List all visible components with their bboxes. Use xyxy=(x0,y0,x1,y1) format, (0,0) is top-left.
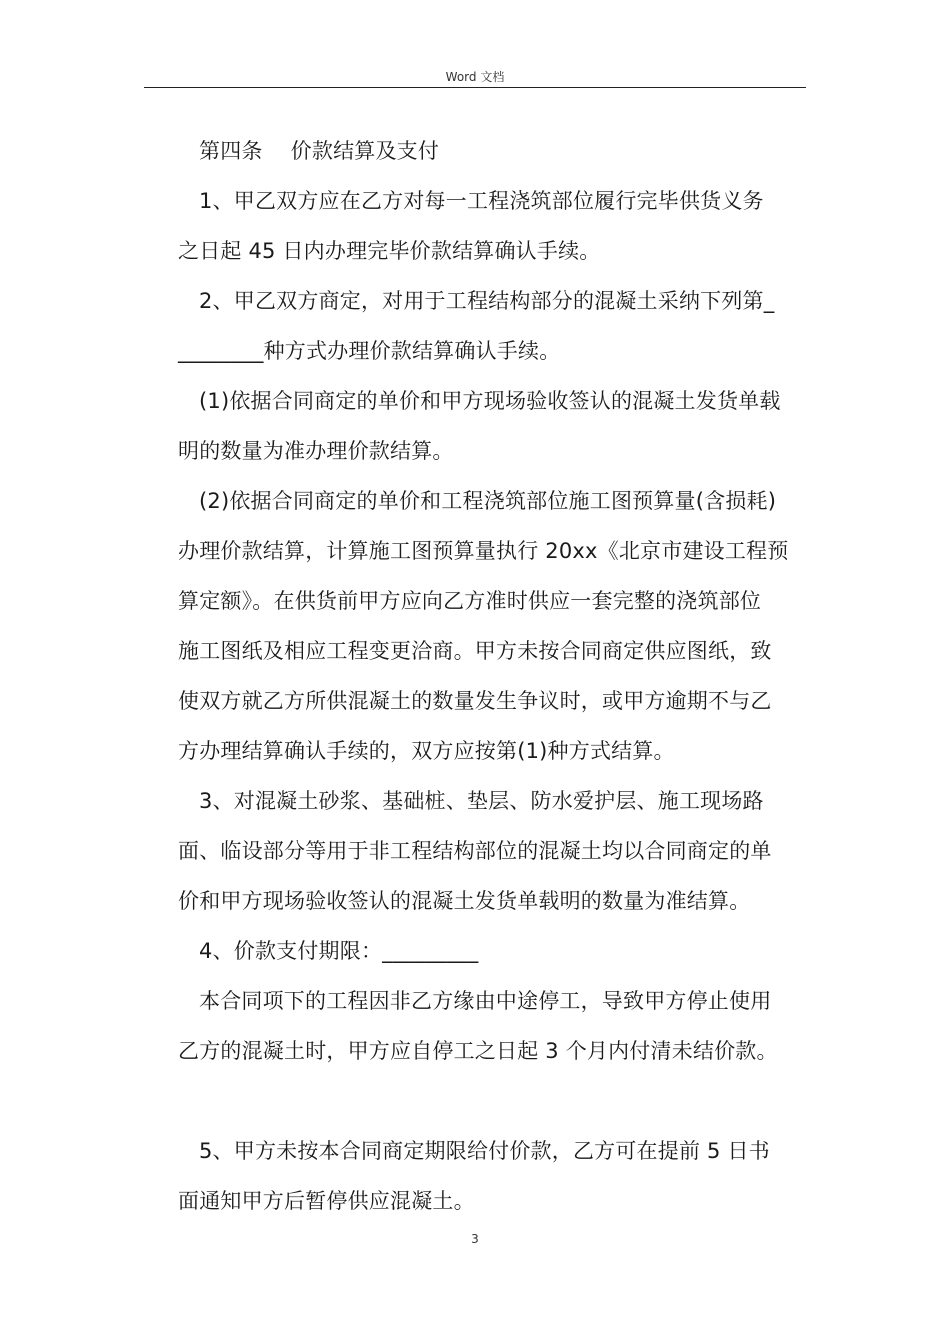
page-header: Word 文档 xyxy=(445,70,505,84)
page-number: 3 xyxy=(471,1232,479,1246)
text-line: 方办理结算确认手续的，双方应按第(1)种方式结算。 xyxy=(178,739,675,763)
text-line: ________种方式办理价款结算确认手续。 xyxy=(178,339,561,363)
text-line: 面通知甲方后暂停供应混凝土。 xyxy=(178,1189,475,1213)
text-line: 施工图纸及相应工程变更洽商。甲方未按合同商定供应图纸，致 xyxy=(178,639,772,663)
text-line: 本合同项下的工程因非乙方缘由中途停工，导致甲方停止使用 xyxy=(199,989,772,1013)
text-line: (1)依据合同商定的单价和甲方现场验收签认的混凝土发货单载 xyxy=(199,389,781,413)
text-line: 办理价款结算，计算施工图预算量执行 20xx《北京市建设工程预 xyxy=(178,539,789,563)
text-line: 价和甲方现场验收签认的混凝土发货单载明的数量为准结算。 xyxy=(178,889,751,913)
header-divider xyxy=(144,87,806,88)
section-heading: 第四条 价款结算及支付 xyxy=(199,139,440,163)
text-line: 2、甲乙双方商定，对用于工程结构部分的混凝土采纳下列第_ xyxy=(199,289,775,313)
text-line: 4、价款支付期限：_________ xyxy=(199,939,479,963)
text-line: 5、甲方未按本合同商定期限给付价款，乙方可在提前 5 日书 xyxy=(199,1139,770,1163)
text-line: 乙方的混凝土时，甲方应自停工之日起 3 个月内付清未结价款。 xyxy=(178,1039,778,1063)
text-line: 面、临设部分等用于非工程结构部位的混凝土均以合同商定的单 xyxy=(178,839,772,863)
text-line: 算定额》。在供货前甲方应向乙方准时供应一套完整的浇筑部位 xyxy=(178,589,762,613)
text-line: 之日起 45 日内办理完毕价款结算确认手续。 xyxy=(178,239,601,263)
text-line: 使双方就乙方所供混凝土的数量发生争议时，或甲方逾期不与乙 xyxy=(178,689,772,713)
text-line: 明的数量为准办理价款结算。 xyxy=(178,439,454,463)
text-line: (2)依据合同商定的单价和工程浇筑部位施工图预算量(含损耗) xyxy=(199,489,777,513)
text-line: 3、对混凝土砂浆、基础桩、垫层、防水爱护层、施工现场路 xyxy=(199,789,764,813)
document-body xyxy=(178,126,808,1226)
text-line: 1、甲乙双方应在乙方对每一工程浇筑部位履行完毕供货义务 xyxy=(199,189,764,213)
blank-line xyxy=(178,1076,808,1126)
